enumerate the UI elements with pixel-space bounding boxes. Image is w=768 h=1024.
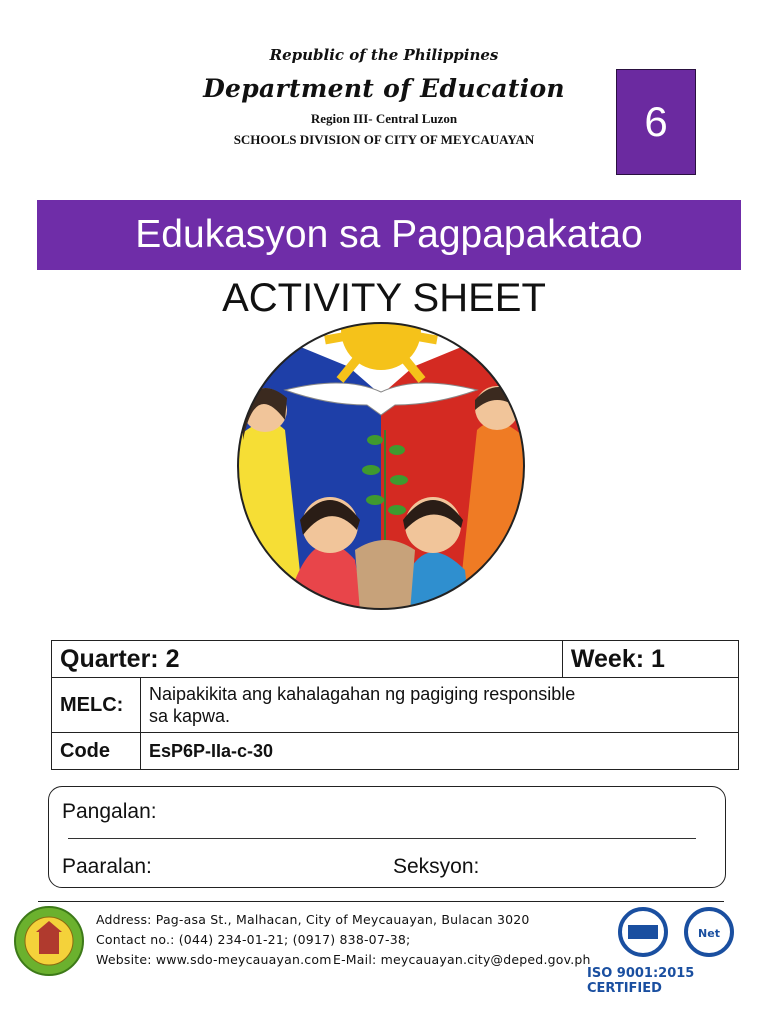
division-seal-icon xyxy=(14,906,84,976)
iqnet-badge-text: Net xyxy=(698,927,720,940)
department-heading: Department of Education xyxy=(203,74,565,103)
iso-certified-text: ISO 9001:2015 CERTIFIED xyxy=(587,966,695,996)
republic-heading: Republic of the Philippines xyxy=(269,46,499,64)
melc-text-line2: sa kapwa. xyxy=(149,706,231,726)
region-heading: Region III- Central Luzon xyxy=(310,111,458,126)
code-label: Code xyxy=(52,733,141,770)
division-heading: SCHOOLS DIVISION OF CITY OF MEYCAUAYAN xyxy=(233,132,535,147)
section-label: Seksyon: xyxy=(393,855,480,878)
iqnet-certification-icon xyxy=(684,907,734,957)
name-underline[interactable] xyxy=(68,838,696,839)
footer-website[interactable]: Website: www.sdo-meycauayan.com xyxy=(96,952,332,967)
quarter-cell: Quarter: 2 xyxy=(52,641,563,678)
footer-address: Address: Pag-asa St., Malhacan, City of Meycauayan, Bulacan 3020 xyxy=(96,912,530,927)
week-cell: Week: 1 xyxy=(562,641,738,678)
name-label: Pangalan: xyxy=(62,800,157,823)
grade-badge: 6 xyxy=(616,69,696,175)
footer-email[interactable]: E-Mail: meycauayan.city@deped.gov.ph xyxy=(333,952,591,967)
school-label: Paaralan: xyxy=(62,855,152,878)
footer-divider xyxy=(38,901,724,902)
code-value: EsP6P-IIa-c-30 xyxy=(141,733,739,770)
dqp-certification-icon xyxy=(618,907,668,957)
melc-label: MELC: xyxy=(52,678,141,733)
melc-text-line1: Naipakikita ang kahalagahan ng pagiging responsible xyxy=(149,684,576,704)
subject-banner: Edukasyon sa Pagpapakatao xyxy=(37,200,741,270)
lesson-info-table xyxy=(51,640,739,770)
sheet-title: ACTIVITY SHEET xyxy=(222,276,546,320)
esp-logo-illustration xyxy=(235,320,527,612)
footer-contact: Contact no.: (044) 234-01-21; (0917) 838-07-38; xyxy=(96,932,411,947)
melc-value xyxy=(141,678,739,733)
